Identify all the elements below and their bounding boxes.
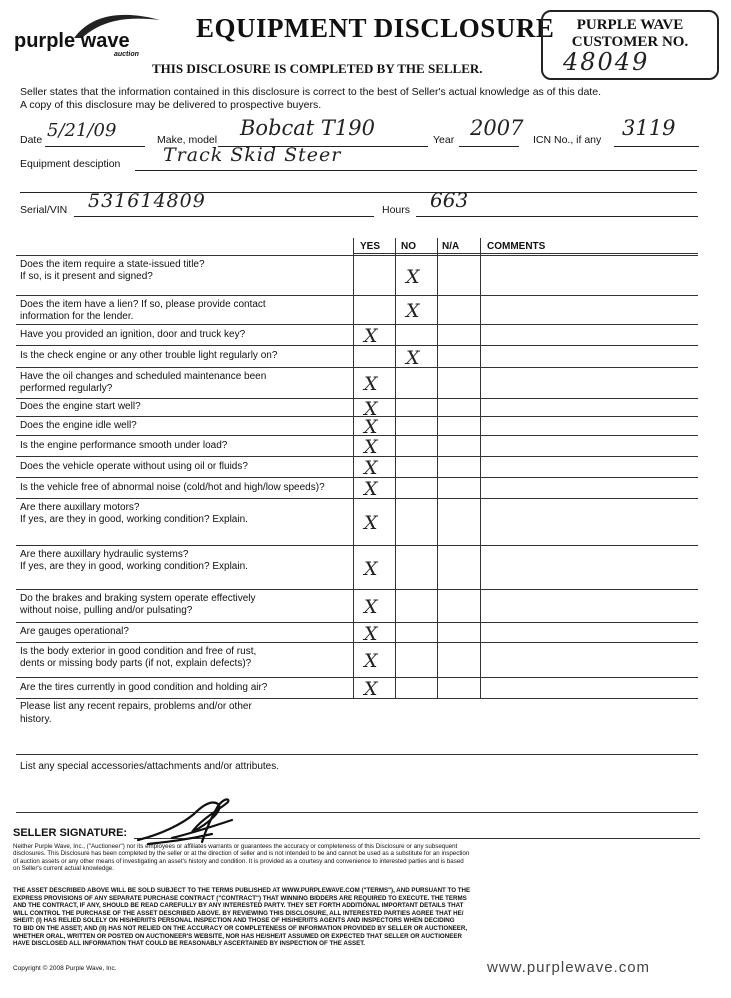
icn-label: ICN No., if any <box>533 134 602 146</box>
col-line-no <box>395 238 396 698</box>
terms-line: HAVE DISCLOSED ALL INFORMATION THAT COULD BE REASONABLY ASCERTAINED BY INSPECTION OF THE ASSET. <box>13 940 366 948</box>
row-divider <box>16 677 698 678</box>
terms-line: AND THE CONTRACT, IF ANY, SHOULD BE READ CAREFULLY BY ANY INTERESTED PARTY. THEY SET FORTH ADDITIONAL IMPORTANT DETAILS THAT <box>13 902 464 910</box>
answer-mark-yes[interactable]: X <box>364 325 378 347</box>
make-value[interactable]: Bobcat T190 <box>240 116 376 140</box>
terms-line: WHETHER ORAL, WRITTEN OR POSTED ON AUCTIONEER'S WEBSITE, NOR HAS HE/SHE/IT ASSUMED OR EXPECTED THAT SELLER OR AUCTIONEER <box>13 932 462 940</box>
question-text: Are the tires currently in good condition and holding air? <box>20 681 268 693</box>
row-divider <box>16 398 698 399</box>
answer-mark-yes[interactable]: X <box>364 650 378 672</box>
answer-mark-yes[interactable]: X <box>364 557 378 580</box>
icn-value[interactable]: 3119 <box>622 116 676 140</box>
year-underline <box>459 146 519 147</box>
col-header-na: N/A <box>442 241 460 252</box>
question-text-line-2: If yes, are they in good, working condition? Explain. <box>20 514 248 525</box>
question-text: Are gauges operational? <box>20 626 129 637</box>
description-value[interactable]: Track Skid Steer <box>163 144 342 166</box>
date-value[interactable]: 5/21/09 <box>47 120 117 141</box>
answer-mark-yes[interactable]: X <box>364 436 378 458</box>
repairs-prompt-1: Please list any recent repairs, problems and/or other <box>20 701 252 712</box>
repairs-bottom-line <box>16 754 698 755</box>
col-line-na <box>437 238 438 698</box>
accessories-prompt: List any special accessories/attachments and/or attributes. <box>20 761 280 772</box>
disclaimer-paragraph <box>13 843 718 872</box>
disclaimer-line: disclosures. This Disclosure has been completed by the seller or at the direction of seller and is not intended to be and cannot be used as a substitute for an inspection <box>13 850 470 858</box>
page-subtitle: THIS DISCLOSURE IS COMPLETED BY THE SELLER. <box>152 61 483 76</box>
row-divider <box>16 642 698 643</box>
terms-line: SHE/IT: (I) HAS RELIED SOLELY ON HIS/HER/ITS PERSONAL INSPECTION AND THOSE OF HIS/HER/ITS AGENTS AND INSPECTORS WHEN DECIDING <box>13 917 455 925</box>
page-title: EQUIPMENT DISCLOSURE <box>196 13 555 43</box>
row-divider <box>16 255 698 256</box>
table-header-line <box>353 253 698 254</box>
description-underline <box>135 170 697 171</box>
intro-line-2: A copy of this disclosure may be delivered to prospective buyers. <box>20 99 322 111</box>
repairs-prompt-2: history. <box>20 714 52 725</box>
copyright-text: Copyright © 2008 Purple Wave, Inc. <box>13 965 117 972</box>
seller-signature-label: SELLER SIGNATURE: <box>13 827 128 839</box>
serial-label: Serial/VIN <box>20 204 68 216</box>
intro-line-1: Seller states that the information contained in this disclosure is correct to the best of Seller's actual knowledge as of this date. <box>20 86 601 98</box>
terms-paragraph <box>13 887 718 948</box>
date-label: Date <box>20 134 43 146</box>
question-text: Have you provided an ignition, door and truck key? <box>20 328 246 340</box>
make-label: Make, model <box>157 134 218 146</box>
serial-underline <box>74 216 374 217</box>
answer-mark-yes[interactable]: X <box>364 512 378 534</box>
col-header-yes: YES <box>360 241 381 252</box>
row-divider <box>16 367 698 368</box>
row-divider <box>16 324 698 325</box>
date-underline <box>45 146 145 147</box>
col-header-comments: COMMENTS <box>487 241 546 252</box>
answer-mark-no[interactable]: X <box>406 300 420 322</box>
question-text: Is the engine performance smooth under load? <box>20 439 228 451</box>
answer-mark-yes[interactable]: X <box>364 398 378 420</box>
answer-mark-yes[interactable]: X <box>364 678 378 700</box>
answer-mark-yes[interactable]: X <box>364 373 378 395</box>
serial-value[interactable]: 531614809 <box>88 190 206 212</box>
answer-mark-yes[interactable]: X <box>364 478 378 500</box>
question-text-line-2: dents or missing body parts (if not, explain defects)? <box>20 658 252 669</box>
seller-signature-scribble[interactable] <box>132 794 242 850</box>
row-divider <box>16 545 698 546</box>
logo-text: purple wave <box>14 30 130 52</box>
answer-mark-yes[interactable]: X <box>364 457 378 479</box>
customer-number-value: 48049 <box>563 48 650 76</box>
answer-mark-no[interactable]: X <box>406 265 420 288</box>
row-divider <box>16 477 698 478</box>
row-divider <box>16 345 698 346</box>
customer-label-1: PURPLE WAVE <box>576 17 684 33</box>
accessories-bottom-line <box>16 812 698 813</box>
question-text-line-2: information for the lender. <box>20 311 134 322</box>
hours-value[interactable]: 663 <box>430 188 469 212</box>
terms-line: TO BID ON THE ASSET; AND (II) HAS NOT RELIED ON THE ACCURACY OR COMPLETENESS OF INFORMATION PROVIDED BY SELLER OR AUCTIONEER, <box>13 924 468 932</box>
customer-number-box <box>541 10 719 80</box>
disclaimer-line: of auction assets or any other means of investigating an asset's history and condition. It is provided as a courtesy and convenience to interested parties and is based <box>13 857 464 865</box>
question-text-line-2: If so, is it present and signed? <box>20 271 153 282</box>
disclaimer-line: on Seller's current actual knowledge. <box>13 864 114 872</box>
answer-mark-yes[interactable]: X <box>364 416 378 438</box>
answer-mark-no[interactable]: X <box>406 346 420 369</box>
row-divider <box>16 622 698 623</box>
question-text: Are there auxillary motors? <box>20 502 140 513</box>
row-divider <box>16 456 698 457</box>
col-line-yes <box>353 238 354 698</box>
question-text: Have the oil changes and scheduled maintenance been <box>20 371 267 382</box>
answer-mark-yes[interactable]: X <box>364 622 378 645</box>
year-value[interactable]: 2007 <box>470 116 524 140</box>
question-text-line-2: If yes, are they in good, working condition? Explain. <box>20 561 248 572</box>
terms-line: THE ASSET DESCRIBED ABOVE WILL BE SOLD SUBJECT TO THE TERMS PUBLISHED AT WWW.PURPLEWAVE.COM ("TERMS"), AND PURSUANT TO THE <box>13 887 471 894</box>
table-bottom-line <box>16 698 698 699</box>
question-text: Is the check engine or any other trouble light regularly on? <box>20 350 278 361</box>
disclaimer-line: Neither Purple Wave, Inc., ("Auctioneer") nor its employees or affiliates warrants or guarantees the accuracy or completeness of this Disclosure or any subsequent <box>13 843 458 850</box>
row-divider <box>16 498 698 499</box>
question-text: Is the body exterior in good condition and free of rust, <box>20 646 257 657</box>
question-text: Does the engine idle well? <box>20 419 137 431</box>
year-label: Year <box>433 134 455 146</box>
terms-line: WILL CONTROL THE PURCHASE OF THE ASSET DESCRIBED ABOVE. BY REVIEWING THIS DISCLOSURE, ALL INTERESTED PARTIES AGREE THAT HE/ <box>13 909 464 917</box>
customer-label-2: CUSTOMER NO. <box>571 34 689 50</box>
logo-subtext: auction <box>114 51 139 58</box>
question-text: Does the item require a state-issued title? <box>20 259 205 270</box>
question-text: Are there auxillary hydraulic systems? <box>20 549 189 560</box>
row-divider <box>16 295 698 296</box>
question-text: Does the vehicle operate without using oil or fluids? <box>20 460 248 472</box>
question-text: Is the vehicle free of abnormal noise (cold/hot and high/low speeds)? <box>20 481 325 493</box>
col-line-comments <box>480 238 481 698</box>
hours-label: Hours <box>382 204 411 216</box>
question-text: Does the engine start well? <box>20 401 141 412</box>
col-header-no: NO <box>401 241 416 252</box>
row-divider <box>16 435 698 436</box>
question-text-line-2: without noise, pulling and/or pulsating? <box>20 605 193 616</box>
icn-underline <box>614 146 699 147</box>
answer-mark-yes[interactable]: X <box>364 596 378 618</box>
row-divider <box>16 589 698 590</box>
question-text: Do the brakes and braking system operate effectively <box>20 593 256 604</box>
question-text-line-2: performed regularly? <box>20 383 113 394</box>
terms-line: EXPRESS PROVISIONS OF ANY SEPARATE PURCHASE CONTRACT ("CONTRACT") THAT WINNING BIDDERS ARE REQUIRED TO EXECUTE. THE TERMS <box>13 894 467 902</box>
row-divider <box>16 416 698 417</box>
hours-underline <box>416 216 698 217</box>
question-text: Does the item have a lien? If so, please provide contact <box>20 299 266 310</box>
website-link[interactable]: www.purplewave.com <box>487 959 651 976</box>
description-label: Equipment desciption <box>20 158 121 170</box>
purple-wave-logo <box>14 12 154 60</box>
